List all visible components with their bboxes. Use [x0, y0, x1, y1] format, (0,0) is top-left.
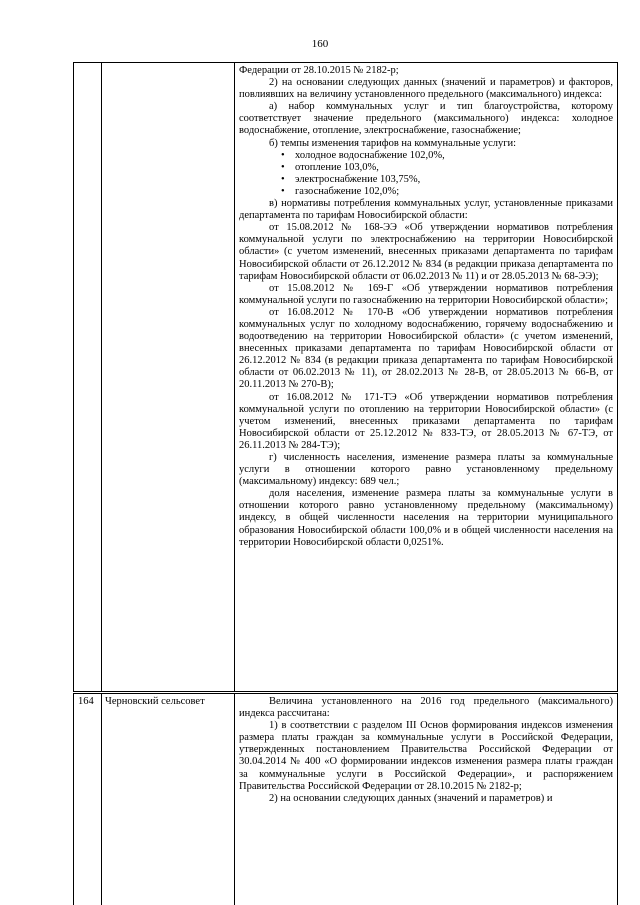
page-number: 160 [311, 38, 329, 50]
list-item: • холодное водоснабжение 102,0%, [295, 150, 613, 162]
municipality-name: Черновский сельсовет [105, 696, 205, 707]
row-number: 164 [78, 696, 94, 707]
description-cell [235, 694, 617, 905]
list-item: • отопление 103,0%, [295, 162, 613, 174]
paragraph: от 15.08.2012 № 169-Г «Об утверждении нормативов потребления коммунальной услуги по газоснабжению на территории Новосибирской области»; [239, 282, 613, 306]
municipality-name-cell [101, 63, 235, 691]
paragraph: б) темпы изменения тарифов на коммунальные услуги: [269, 137, 517, 149]
row-number-cell [74, 63, 102, 691]
paragraph: г) численность населения, изменение размера платы за коммунальные услуги в отношении которого равно установленному предельному (максимальному) индексу: 689 чел.; [239, 452, 613, 488]
paragraph: от 15.08.2012 № 168-ЭЭ «Об утверждении нормативов потребления коммунальной услуги по электроснабжению на территории Новосибирской области» (с учетом изменений, внесенных приказами департамента по тарифам Новосибирской области от 26.12.2012 № 834 (в редакции приказа департамента по тарифам Новосибирской области от 06.02.2013 № 11) и от 28.05.2013 № 68-ЭЭ); [239, 222, 613, 282]
row-number-cell [74, 694, 102, 905]
list-item: • газоснабжение 102,0%; [295, 186, 613, 198]
list-item: • электроснабжение 103,75%, [295, 174, 613, 186]
paragraph: в) нормативы потребления коммунальных услуг, установленные приказами департамента по тарифам Новосибирской области: [239, 198, 613, 222]
tariff-list [239, 150, 613, 198]
table-row [73, 62, 618, 692]
paragraph: 1) в соответствии с разделом III Основ формирования индексов изменения размера платы граждан за коммунальные услуги в Российской Федерации, утвержденных постановлением Правительства Российской Федерации от 30.04.2014 № 400 «О формировании индексов изменения размера платы граждан за коммунальные услуги в Российской Федерации», и распоряжением Правительства Российской Федерации от 28.10.2015 № 2182-р; [239, 720, 613, 792]
paragraph: Величина установленного на 2016 год предельного (максимального) индекса рассчитана: [239, 696, 613, 720]
paragraph: а) набор коммунальных услуг и тип благоустройства, которому соответствует значение предельного (максимального) индекса: холодное водоснабжение, отопление, электроснабжение, газоснабжение; [239, 101, 613, 137]
paragraph: от 16.08.2012 № 171-ТЭ «Об утверждении нормативов потребления коммунальной услуги по отоплению на территории Новосибирской области» (с учетом изменений, внесенных приказами департамента по тарифам Новосибирской области от 25.12.2012 № 833-ТЭ, от 28.05.2013 № 67-ТЭ, от 26.11.2013 № 284-ТЭ); [239, 391, 613, 451]
paragraph: от 16.08.2012 № 170-В «Об утверждении нормативов потребления коммунальных услуг по холодному водоснабжению, горячему водоснабжению и водоотведению на территории Новосибирской области» (с учетом изменений, внесенных приказами департамента по тарифам Новосибирской области от 26.12.2012 № 834 (в редакции приказа департамента по тарифам Новосибирской области от 06.02.2013 № 11), от 28.02.2013 № 28-В, от 28.05.2013 № 66-В, от 20.11.2013 № 270-В); [239, 306, 613, 391]
description-cell [235, 63, 617, 691]
paragraph: Федерации от 28.10.2015 № 2182-р; [239, 65, 399, 76]
table-row [73, 693, 618, 905]
paragraph: доля населения, изменение размера платы за коммунальные услуги в отношении которого равно установленному предельному (максимальному) индексу, в общей численности населения на территории муниципального образования Новосибирской области 100,0% и в общей численности населения на территории Новосибирской области 0,0251%. [239, 488, 613, 548]
municipality-name-cell [101, 694, 235, 905]
paragraph: 2) на основании следующих данных (значений и параметров) и [269, 792, 553, 804]
paragraph: 2) на основании следующих данных (значений и параметров) и факторов, повлиявших на величину установленного предельного (максимального) индекса: [239, 77, 613, 101]
